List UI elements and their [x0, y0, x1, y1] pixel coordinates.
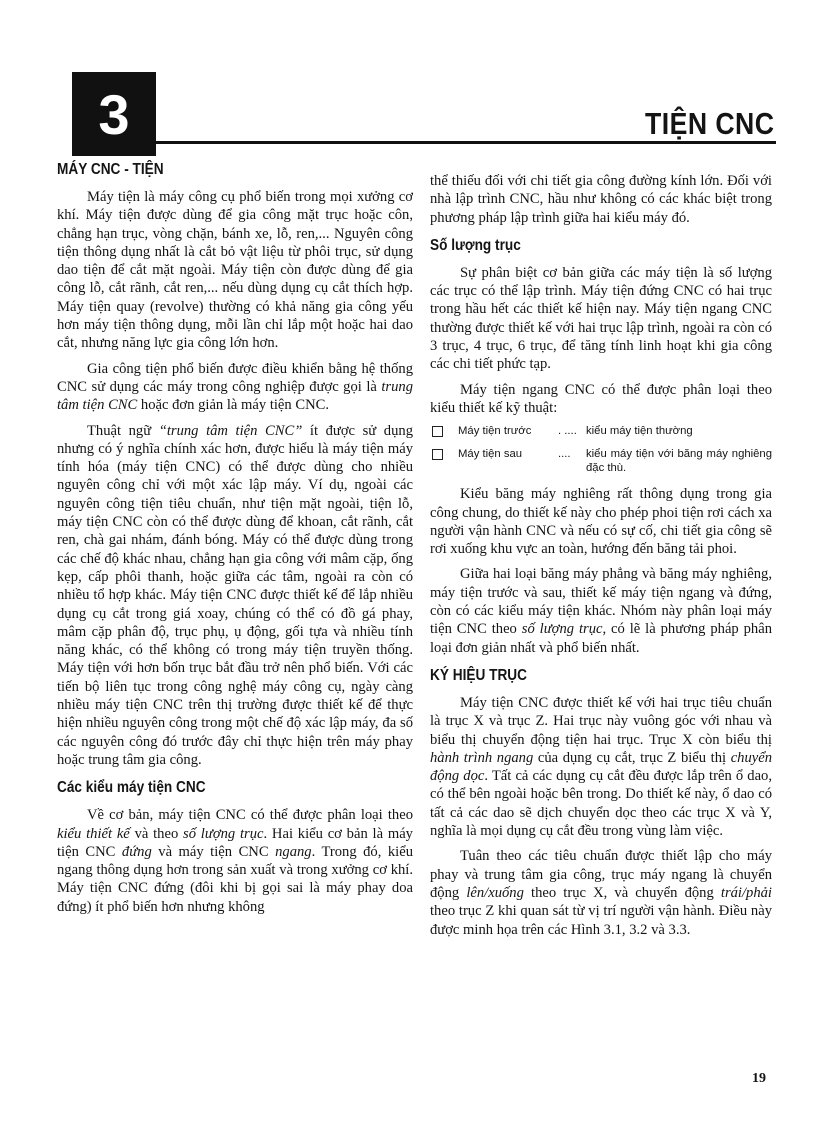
list-item: Máy tiện sau .... kiểu máy tiện với băng máy nghiêng đặc thù.: [430, 447, 772, 475]
paragraph: Kiểu băng máy nghiêng rất thông dụng trong gia công chung, do thiết kế này cho phép phoi tiện rơi cách xa người vận hành CNC và nếu có sự cố, chi tiết gia công sẽ rơi xuống khu vực an toàn, hướng đến băng tải phoi.: [430, 486, 772, 558]
paragraph: Tuân theo các tiêu chuẩn được thiết lập cho máy phay và trung tâm gia công, trục máy ngang là chuyển động lên/xuống theo trục X, và chuyển động trái/phải theo trục Z khi quan sát từ vị trí người vận hành. Điều này được minh họa trên các Hình 3.1, 3.2 và 3.3.: [430, 848, 772, 938]
paragraph: Về cơ bản, máy tiện CNC có thể được phân loại theo kiểu thiết kế và theo số lượng trục. Hai kiểu cơ bản là máy tiện CNC đứng và máy tiện CNC ngang. Trong đó, kiểu ngang thông dụng hơn trong sản xuất và trong xưởng cơ khí. Máy tiện CNC đứng (đôi khi bị gọi sai là máy phay doa đứng) ít phổ biến hơn nhưng không: [57, 807, 413, 915]
left-column: [57, 160, 413, 923]
paragraph: Giữa hai loại băng máy phẳng và băng máy nghiêng, máy tiện trước và sau, thiết kế máy tiện ngang và đứng, còn có các kiểu máy tiện khác. Nhóm này phân loại máy tiện CNC theo số lượng trục, có lẽ là phương pháp phân loại đơn giản nhất và phổ biến nhất.: [430, 566, 772, 656]
chapter-number-box: [72, 72, 156, 156]
section-heading-cac-kieu-may: Các kiểu máy tiện CNC: [57, 779, 206, 797]
paragraph: Máy tiện CNC được thiết kế với hai trục tiêu chuẩn là trục X và trục Z. Hai trục này vuông góc với nhau và biểu thị chuyển động tiện hai trục. Trục X còn biểu thị hành trình ngang của dụng cụ cắt, trục Z biểu thị chuyển động dọc. Tất cả các dụng cụ cắt đều được lắp trên ổ dao, có thể bên ngoài hoặc bên trong. Do thiết kế này, ổ dao có tất cả các dao sẽ dịch chuyển dọc theo các trục X và Y, nghĩa là mọi dụng cụ cắt đều trong vùng làm việc.: [430, 694, 773, 840]
paragraph: Sự phân biệt cơ bản giữa các máy tiện là số lượng các trục có thể lập trình. Máy tiện đứng CNC có hai trục trong hầu hết các thiết kế hiện nay. Máy tiện ngang CNC thường được thiết kế với hai trục lập trình, ngoài ra còn có 3 trục, 4 trục, 6 trục, để tăng tính linh hoạt khi gia công các chi tiết phức tạp.: [430, 264, 772, 373]
checkbox-bullet-icon: [432, 426, 443, 437]
paragraph: Máy tiện là máy công cụ phổ biến trong mọi xưởng cơ khí. Máy tiện được dùng để gia công mặt trục hoặc côn, chẳng hạn trục, vòng chặn, bánh xe, lỗ, ren,... Nguyên công tiện thông dụng nhất là cắt bỏ vật liệu từ phôi trục, sử dụng dao tiện để cắt mặt ngoài. Máy tiện còn được dùng để gia công lỗ, cắt rãnh, cắt ren,... nếu dùng dụng cụ cắt thích hợp. Máy tiện quay (revolve) thường có khả năng gia công yếu hơn máy tiện thông dụng, mỗi lần chỉ lắp một hoặc hai dao cắt, nhưng năng lực gia công lớn hơn.: [57, 189, 413, 352]
paragraph: thể thiếu đối với chi tiết gia công đường kính lớn. Đối với nhà lập trình CNC, hầu như không có các khác biệt trong phương pháp lập trình giữa hai kiểu máy đó.: [430, 173, 772, 226]
section-heading-ky-hieu-truc: KÝ HIỆU TRỤC: [430, 666, 528, 684]
paragraph: Gia công tiện phổ biến được điều khiển bằng hệ thống CNC sử dụng các máy trong công nghiệp được gọi là trung tâm tiện CNC hoặc đơn giản là máy tiện CNC.: [57, 360, 413, 414]
list-item: Máy tiện trước . .... kiểu máy tiện thường: [430, 424, 772, 438]
paragraph: Máy tiện ngang CNC có thể được phân loại theo kiểu thiết kế kỹ thuật:: [430, 381, 772, 416]
right-column: [430, 172, 772, 946]
section-heading-may-cnc-tien: MÁY CNC - TIỆN: [57, 161, 164, 178]
paragraph: Thuật ngữ “trung tâm tiện CNC” ít được sử dụng nhưng có ý nghĩa chính xác hơn, được hiểu là máy tiện máy tính hóa (máy tiện CNC) có thể được dùng cho nhiều nguyên công chỉ với một xác lập máy. Ví dụ, ngoài các nguyên công tiện tiêu chuẩn, như tiện mặt ngoài, tiện lỗ, máy tiện CNC còn có thể được dùng để khoan, cắt rãnh, cắt ren, chà gai nhám, đánh bóng. Máy có thể được dùng trong các chế độ khác nhau, chẳng hạn gia công với mâm cặp, ống kẹp, cấp phôi thanh, hoặc giữa các tâm, ngoài ra còn có nhiều tổ hợp khác. Máy tiện CNC được thiết kế để lắp nhiều dụng cụ cắt trong giá xoay, chúng có thể có đồ gá phay, mâm cặp phân độ, trục phụ, ụ động, gối tựa và nhiều tính năng khác, có thể không có trong máy tiện truyền thống. Máy tiện với hơn bốn trục bắt đầu trở nên phổ biến. Với các tiến bộ liên tục trong công nghệ máy công cụ, ngày càng nhiều máy tiện CNC trên thị trường được thiết kế để thực hiện nhiều nguyên công trong một chế độ xác lập máy, đa số các nguyên công đó trước đây chỉ thực hiện trên máy phay hoặc trung tâm gia công.: [57, 422, 413, 768]
page-number: 19: [752, 1071, 766, 1086]
checkbox-bullet-icon: [432, 449, 443, 460]
chapter-title: TIỆN CNC: [644, 106, 774, 141]
chapter-number: 3: [98, 82, 130, 146]
section-heading-so-luong-truc: Số lượng trục: [430, 236, 521, 254]
lathe-type-list: [430, 424, 772, 475]
